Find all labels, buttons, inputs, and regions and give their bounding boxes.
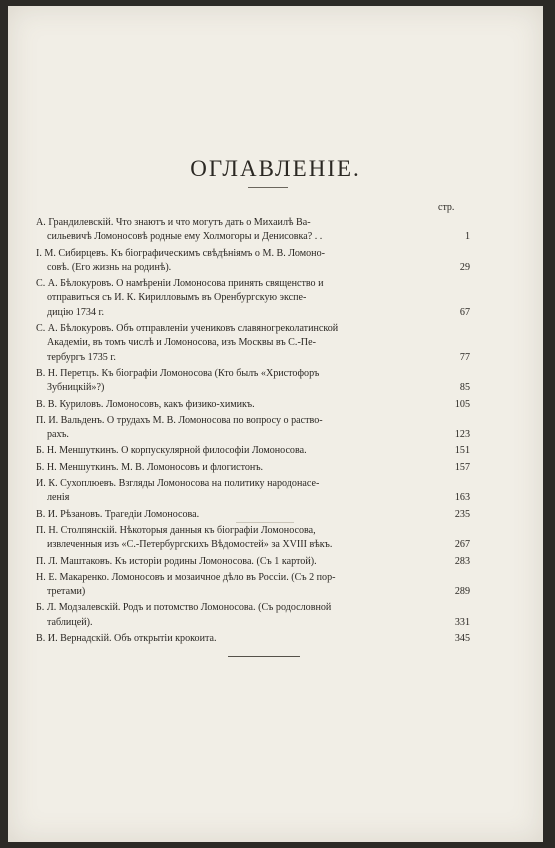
toc-entry [36,277,470,320]
toc-entry-text: ленія [47,492,70,504]
toc-entry [36,524,470,553]
toc-entry-text: І. М. Сибирцевъ. Къ біографическимъ свѣдѣніямъ о М. В. Ломоно- [36,247,325,259]
toc-page-number: 105 [454,398,470,410]
toc-entry-text: Б. Н. Меншуткинъ. М. В. Ломоносовъ и флогистонъ. [36,461,264,473]
toc-page-number: 289 [454,586,470,598]
toc-page-number: 157 [454,461,470,473]
page-title: ОГЛАВЛЕНІЕ. [190,156,361,181]
toc-page-number: 151 [454,445,470,457]
toc-page-number: 29 [459,261,470,273]
toc-page-number: 77 [459,351,470,363]
closing-rule [228,656,300,657]
toc-entry-text: совѣ. (Его жизнь на родинѣ). [47,261,172,273]
toc-entry-text: А. Грандилевскій. Что знаютъ и что могутъ дать о Михаилѣ Ва- [36,217,311,228]
toc-entry [36,632,470,646]
toc-entry-text: Б. Л. Модзалевскій. Родъ и потомство Ломоносова. (Съ родословной [36,602,332,614]
toc-entry [36,571,470,600]
toc-entry [36,367,470,396]
toc-entry [36,414,470,443]
toc-page-number: 123 [454,429,470,441]
toc-entry [36,555,470,569]
toc-page-number: 163 [454,492,470,504]
toc-entry-text: Н. Е. Макаренко. Ломоносовъ и мозаичное дѣло въ Россіи. (Съ 2 пор- [36,571,336,583]
toc-entry [36,444,470,458]
toc-entry [36,477,470,506]
toc-entry [36,216,470,245]
toc-entry-text: В. И. Вернадскій. Объ открытіи крокоита. [36,633,217,645]
toc-entry-text: Б. Н. Меншуткинъ. О корпускулярной философіи Ломоносова. [36,445,307,457]
toc-entry [36,508,470,522]
toc-entry-text: таблицей). [47,616,93,628]
toc-entry-text: третами) [47,586,86,598]
toc-entry [36,601,470,630]
toc-entry-text: И. К. Сухоплюевъ. Взгляды Ломоносова на политику народонасе- [36,478,320,490]
toc-entry-text: дицію 1734 г. [47,306,105,318]
toc-entry-text: В. Н. Перетцъ. Къ біографіи Ломоносова (Кто былъ «Христофоръ [36,367,320,379]
toc-page-number: 283 [454,555,470,567]
title-underline [248,187,288,188]
toc-page-number: 267 [454,539,470,551]
toc-entry-text: В. И. Рѣзановъ. Трагедіи Ломоносова. [36,508,200,520]
toc-entry-text: сильевичѣ Ломоносовѣ родные ему Холмогоры и Денисовка? . . [47,231,323,243]
faint-divider [236,522,294,523]
book-page [8,6,543,842]
toc-entry [36,398,470,412]
toc-entry-text: Зубницкій»?) [47,382,105,394]
toc-entry-text: В. В. Куриловъ. Ломоносовъ, какъ физико-химикъ. [36,398,255,410]
toc-entry-text: Академіи, въ томъ числѣ и Ломоносова, изъ Москвы въ С.-Пе- [47,337,316,349]
toc-entry-text: С. А. Бѣлокуровъ. Объ отправленіи учениковъ славяногреколатинской [36,323,339,335]
toc-page-number: 235 [454,508,470,520]
toc-entry-text: отправиться съ И. К. Кирилловымъ въ Оренбургскую экспе- [47,292,307,304]
toc-entry [36,247,470,276]
toc-page-number: 331 [454,616,470,628]
toc-entry-text: П. И. Вальденъ. О трудахъ М. В. Ломоносова по вопросу о раство- [36,414,323,426]
toc-entry [36,461,470,475]
toc-entry-text: рахъ. [47,429,69,441]
toc-page-number: 1 [464,231,470,243]
toc-entry-text: извлеченныя изъ «С.-Петербургскихъ Вѣдомостей» за XVIII вѣкъ. [47,539,333,551]
toc-page-number: 345 [454,633,470,645]
toc-page-number: 85 [459,382,470,394]
toc-entry-text: П. Л. Маштаковъ. Къ исторіи родины Ломоносова. (Съ 1 картой). [36,555,317,567]
toc-entry-text: С. А. Бѣлокуровъ. О намѣреніи Ломоносова принять священство и [36,278,324,290]
toc-entry-text: П. Н. Столпянскій. Нѣкоторыя данныя къ біографіи Ломоносова, [36,524,316,536]
toc-entry [36,322,470,365]
toc-entry-text: тербургъ 1735 г. [47,351,116,363]
table-of-contents [36,216,470,648]
toc-page-number: 67 [459,306,470,318]
page-column-label: стр. [438,202,455,213]
